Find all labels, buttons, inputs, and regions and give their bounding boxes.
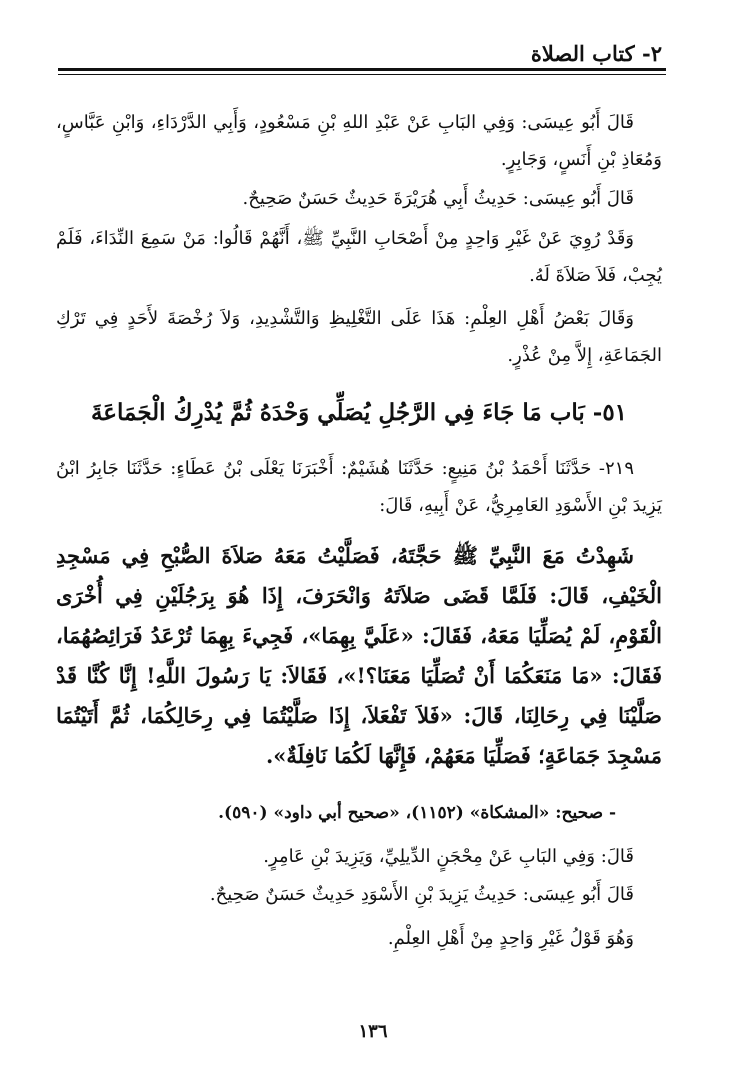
- commentary-paragraph: قَالَ أَبُو عِيسَى: حَدِيثُ أَبِي هُرَيْرَةَ حَدِيثٌ حَسَنٌ صَحِيحٌ.: [242, 188, 634, 209]
- page-number: ١٣٦: [358, 1021, 388, 1042]
- commentary-paragraph: قَالَ أَبُو عِيسَى: وَفِي البَابِ عَنْ عَبْدِ اللهِ بْنِ مَسْعُودٍ، وَأَبِي الدَّرْدَاءِ، وَابْنِ عَبَّاسٍ، وَمُعَاذِ بْنِ أَنَسٍ، وَجَابِرٍ.: [56, 112, 662, 170]
- commentary-paragraph: وَقَدْ رُوِيَ عَنْ غَيْرِ وَاحِدٍ مِنْ أَصْحَابِ النَّبِيِّ ﷺ، أَنَّهُمْ قَالُوا: مَنْ سَمِعَ النِّدَاءَ، فَلَمْ يُجِبْ، فَلاَ صَلاَةَ لَهُ.: [56, 228, 662, 286]
- running-header-title: ٢- كتاب الصلاة: [530, 41, 662, 66]
- commentary-paragraph: قَالَ: وَفِي البَابِ عَنْ مِحْجَنٍ الدِّيلِيِّ، وَيَزِيدَ بْنِ عَامِرٍ.: [263, 846, 634, 867]
- chapter-heading: ٥١- بَاب مَا جَاءَ فِي الرَّجُلِ يُصَلِّي وَحْدَهُ ثُمَّ يُدْرِكُ الْجَمَاعَةَ: [90, 399, 628, 426]
- commentary-paragraph: قَالَ أَبُو عِيسَى: حَدِيثُ يَزِيدَ بْنِ الأَسْوَدِ حَدِيثٌ حَسَنٌ صَحِيحٌ.: [209, 884, 634, 905]
- hadith-chain: ٢١٩- حَدَّثَنَا أَحْمَدُ بْنُ مَنِيعٍ: حَدَّثَنَا هُشَيْمٌ: أَخْبَرَنَا يَعْلَى بْنُ عَطَاءٍ: حَدَّثَنَا جَابِرُ ابْنُ يَزِيدَ بْنِ الأَسْوَدِ العَامِرِيُّ، عَنْ أَبِيهِ، قَالَ:: [56, 458, 662, 516]
- hadith-text: شَهِدْتُ مَعَ النَّبِيِّ ﷺ حَجَّتَهُ، فَصَلَّيْتُ مَعَهُ صَلاَةَ الصُّبْحِ فِي مَسْجِدِ الْخَيْفِ، قَالَ: فَلَمَّا قَضَى صَلاَتَهُ وَانْحَرَفَ، إِذَا هُوَ بِرَجُلَيْنِ فِي أُخْرَى الْقَوْمِ، لَمْ يُصَلِّيَا مَعَهُ، فَقَالَ: «عَلَيَّ بِهِمَا»، فَجِيءَ بِهِمَا تُرْعَدُ فَرَائِصُهُمَا، فَقَالَ: «مَا مَنَعَكُمَا أَنْ تُصَلِّيَا مَعَنَا؟!»، فَقَالاَ: يَا رَسُولَ اللَّهِ! إِنَّا كُنَّا قَدْ صَلَّيْنَا فِي رِحَالِنَا، قَالَ: «فَلاَ تَفْعَلاَ، إِذَا صَلَّيْتُمَا فِي رِحَالِكُمَا، ثُمَّ أَتَيْتُمَا مَسْجِدَ جَمَاعَةٍ؛ فَصَلِّيَا مَعَهُمْ، فَإِنَّهَا لَكُمَا نَافِلَةٌ».: [56, 543, 662, 768]
- header-rule: [58, 68, 666, 71]
- header-rule-thin: [58, 74, 666, 75]
- commentary-paragraph: وَقَالَ بَعْضُ أَهْلِ العِلْمِ: هَذَا عَلَى التَّغْلِيظِ وَالتَّشْدِيدِ، وَلاَ رُخْصَةَ لأَحَدٍ فِي تَرْكِ الجَمَاعَةِ، إِلاَّ مِنْ عُذْرٍ.: [56, 308, 662, 366]
- hadith-grading: - صحيح: «المشكاة» (١١٥٢)، «صحيح أبي داود» (٥٩٠).: [218, 803, 616, 823]
- commentary-paragraph: وَهُوَ قَوْلُ غَيْرِ وَاحِدٍ مِنْ أَهْلِ العِلْمِ.: [387, 928, 634, 949]
